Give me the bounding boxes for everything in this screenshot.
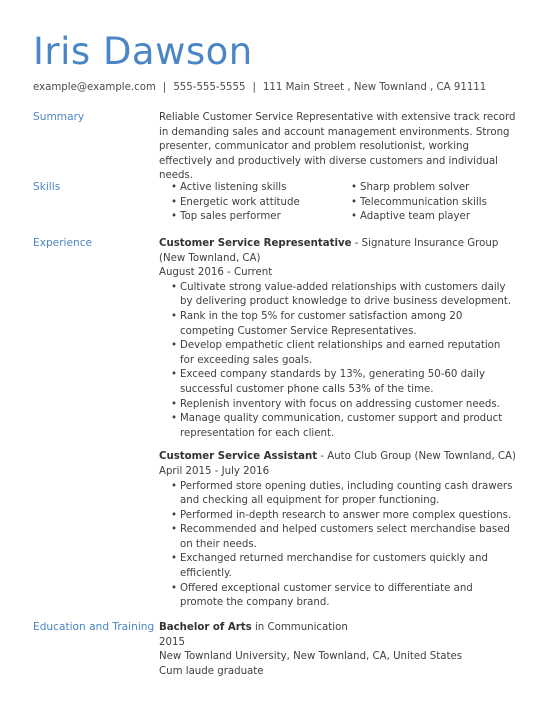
duty-item: • Performed store opening duties, including counting cash drawers and checking all equipment for proper functioning.	[171, 480, 517, 509]
honors: Cum laude graduate	[159, 665, 264, 677]
contact-line	[33, 82, 486, 93]
skill-item: • Energetic work attitude	[171, 196, 351, 211]
duty-list	[159, 480, 517, 611]
job-heading	[159, 237, 517, 266]
job-heading	[159, 450, 517, 465]
job-title: Customer Service Representative	[159, 238, 352, 249]
separator: |	[252, 82, 256, 93]
degree: Bachelor of Arts	[159, 622, 252, 633]
duty-item: • Develop empathetic client relationships and earned reputation for exceeding sales goals.	[171, 339, 517, 368]
skill-item: • Sharp problem solver	[351, 181, 529, 196]
degree-line	[159, 621, 517, 636]
skill-item: • Telecommunication skills	[351, 196, 529, 211]
education-heading: Education and Training	[33, 621, 155, 633]
duty-item: • Rank in the top 5% for customer satisfaction among 20 competing Customer Service Representatives.	[171, 310, 517, 339]
education-body	[159, 621, 517, 679]
job-dates: August 2016 - Current	[159, 267, 273, 279]
address-text: 111 Main Street , New Townland , CA 91111	[262, 82, 487, 93]
duty-item: • Recommended and helped customers select merchandise based on their needs.	[171, 523, 517, 552]
duty-item: • Exceed company standards by 13%, generating 50-60 daily successful customer phone calls 53% of the time.	[171, 368, 517, 397]
experience-body	[159, 237, 517, 611]
skills-heading: Skills	[33, 181, 61, 193]
candidate-name: Iris Dawson	[33, 30, 253, 73]
phone-text: 555-555-5555	[173, 82, 246, 93]
email-text: example@example.com	[33, 82, 156, 93]
experience-heading: Experience	[33, 237, 93, 249]
skill-item: • Top sales performer	[171, 210, 351, 225]
duty-item: • Performed in-depth research to answer more complex questions.	[171, 509, 517, 524]
duty-item: • Cultivate strong value-added relationships with customers daily by delivering product knowledge to drive business development.	[171, 281, 517, 310]
summary-body	[159, 111, 517, 184]
summary-text: Reliable Customer Service Representative with extensive track record in demanding sales and account management environments. Strong presenter, communicator and problem resolutionist, working effectively and productively with diverse customers and individual needs.	[159, 112, 516, 182]
graduation-year: 2015	[159, 636, 185, 648]
skill-item: • Active listening skills	[171, 181, 351, 196]
school: New Townland University, New Townland, CA, United States	[159, 651, 463, 663]
skill-item: • Adaptive team player	[351, 210, 529, 225]
job-company: - Signature Insurance Group (New Townland, CA)	[159, 238, 499, 264]
degree-field: in Communication	[251, 622, 348, 633]
skills-list	[159, 181, 517, 225]
duty-item: • Exchanged returned merchandise for customers quickly and efficiently.	[171, 552, 517, 581]
duty-list	[159, 281, 517, 442]
job-dates: April 2015 - July 2016	[159, 465, 270, 477]
duty-item: • Replenish inventory with focus on addressing customer needs.	[171, 398, 517, 413]
duty-item: • Offered exceptional customer service to differentiate and promote the company brand.	[171, 582, 517, 611]
duty-item: • Manage quality communication, customer support and product representation for each client.	[171, 412, 517, 441]
separator: |	[162, 82, 167, 93]
summary-heading: Summary	[33, 111, 85, 123]
job-title: Customer Service Assistant	[159, 451, 318, 463]
job-company: - Auto Club Group (New Townland, CA)	[317, 451, 516, 463]
